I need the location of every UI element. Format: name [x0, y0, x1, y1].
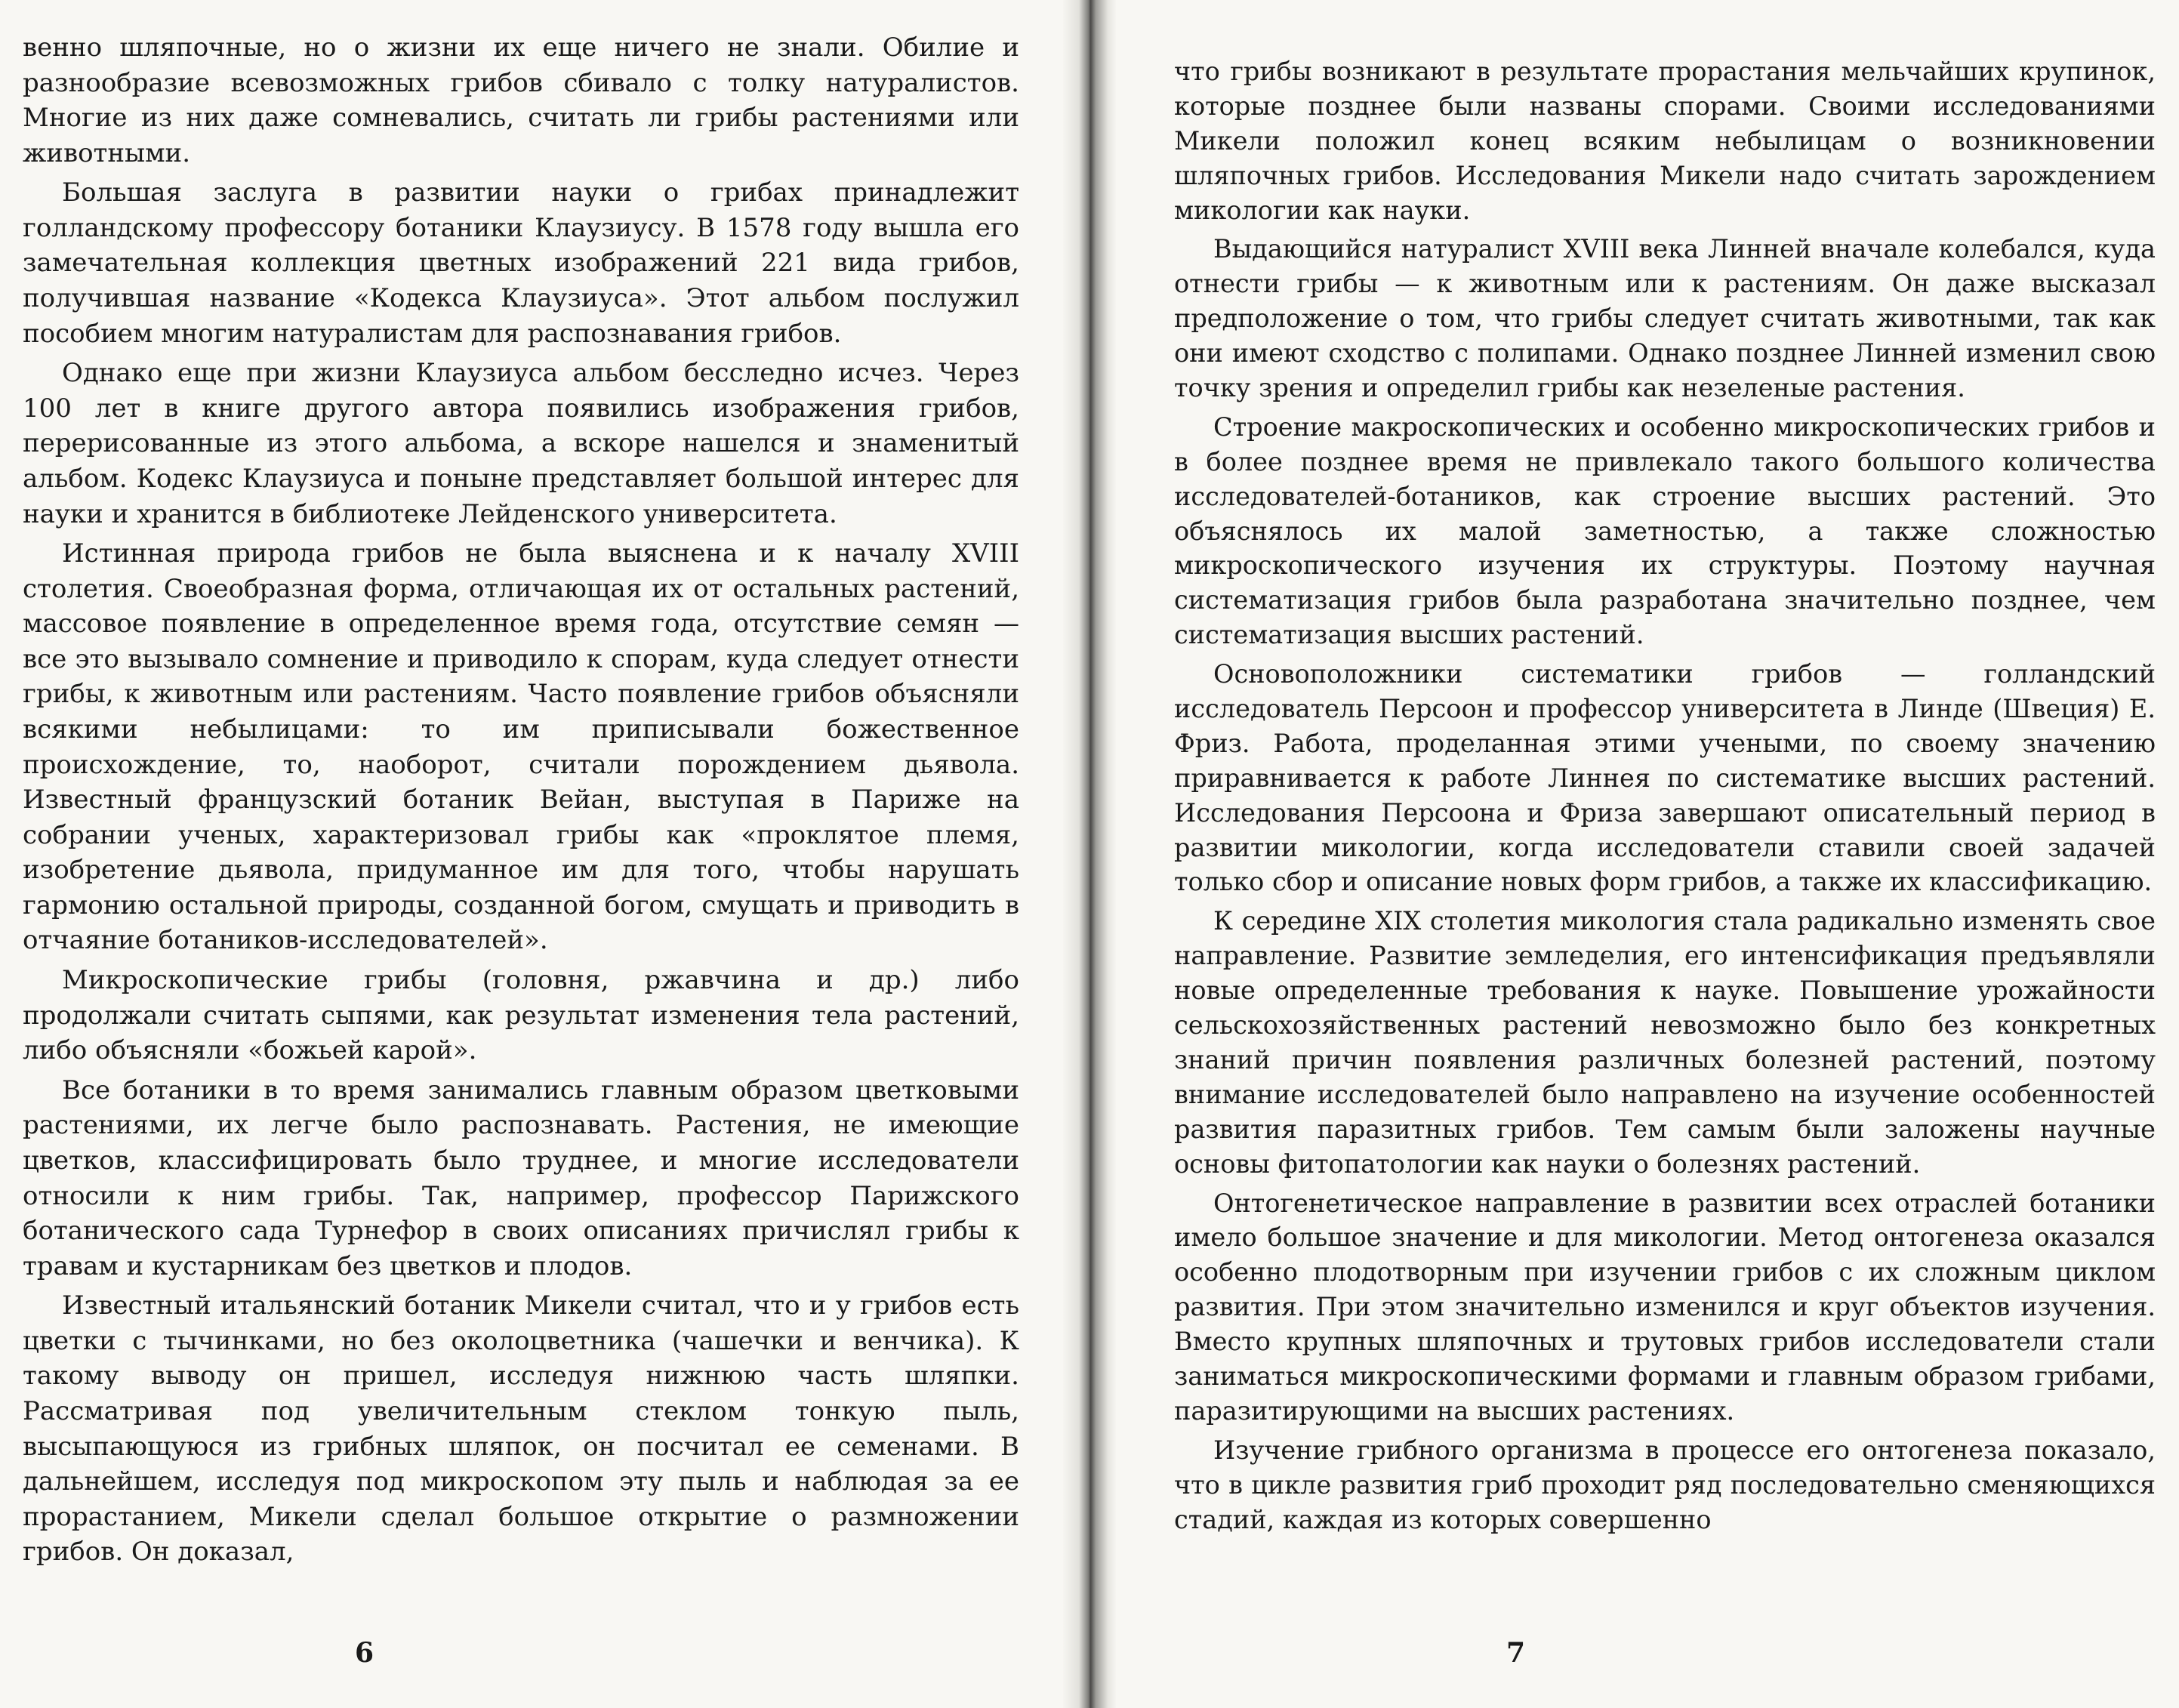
paragraph: Истинная природа грибов не была выяснена и к началу XVIII столетия. Своеобразная форма, отличающая их от остальных растений, массовое появление в определенное время года, отсутствие семян — все это вызывало сомнение и приводило к спорам, куда следует отнести грибы, к животным или растениям. Часто появление грибов объясняли всякими небылицами: то им приписывали божественное происхождение, то, наоборот, считали порождением дьявола. Известный французский ботаник Вейан, выступая в Париже на собрании ученых, характеризовал грибы как «проклятое племя, изобретение дьявола, придуманное им для того, чтобы нарушать гармонию остальной природы, созданной богом, смущать и приводить в отчаяние ботаников-исследователей».	[23, 538, 1019, 956]
paragraph: Выдающийся натуралист XVIII века Линней вначале колебался, куда отнести грибы — к животным или к растениям. Он даже высказал предположение о том, что грибы следует считать животными, так как они имеют сходство с полипами. Однако позднее Линней изменил свою точку зрения и определил грибы как незеленые растения.	[1174, 234, 2156, 403]
paragraph: Онтогенетическое направление в развитии всех отраслей ботаники имело большое значение и для микологии. Метод онтогенеза оказался особенно плодотворным при изучении грибов с их сложным циклом развития. При этом значительно изменился и круг объектов изучения. Вместо крупных шляпочных и трутовых грибов исследователи стали заниматься микроскопическими формами и главным образом грибами, паразитирующими на высших растениях.	[1174, 1188, 2156, 1426]
paragraph: Однако еще при жизни Клаузиуса альбом бесследно исчез. Через 100 лет в книге другого автора появились изображения грибов, перерисованные из этого альбома, а вскоре нашелся и знаменитый альбом. Кодекс Клаузиуса и поныне представляет большой интерес для науки и хранится в библиотеке Лейденского университета.	[23, 358, 1019, 529]
paragraph: что грибы возникают в результате прорастания мельчайших крупинок, которые позднее были названы спорами. Своими исследованиями Микели положил конец всяким небылицам о возникновении шляпочных грибов. Исследования Микели надо считать зарождением микологии как науки.	[1174, 57, 2156, 225]
paragraph: Известный итальянский ботаник Микели считал, что и у грибов есть цветки с тычинками, но без околоцветника (чашечки и венчика). К такому выводу он пришел, исследуя нижнюю часть шляпки. Рассматривая под увеличительным стеклом тонкую пыль, высыпающуюся из грибных шляпок, он посчитал ее семенами. В дальнейшем, исследуя под микроскопом эту пыль и наблюдая за ее прорастанием, Микели сделал большое открытие о размножении грибов. Он доказал,	[23, 1290, 1019, 1568]
paragraph: Микроскопические грибы (головня, ржавчина и др.) либо продолжали считать сыпями, как результат изменения тела растений, либо объясняли «божьей карой».	[23, 965, 1019, 1066]
left-page	[23, 0, 1019, 1708]
paragraph: К середине XIX столетия микология стала радикально изменять свое направление. Развитие земледелия, его интенсификация предъявляли новые определенные требования к науке. Повышение урожайности сельскохозяйственных растений невозможно было без конкретных знаний причин появления различных болезней растений, поэтому внимание исследователей было направлено на изучение особенностей развития паразитных грибов. Тем самым были заложены научные основы фитопатологии как науки о болезнях растений.	[1174, 906, 2156, 1179]
paragraph: Строение макроскопических и особенно микроскопических грибов и в более позднее время не привлекало такого большого количества исследователей-ботаников, как строение высших растений. Это объяснялось их малой заметностью, а также сложностью микроскопического изучения их структуры. Поэтому научная систематизация грибов была разработана значительно позднее, чем систематизация высших растений.	[1174, 412, 2156, 650]
page-number: 7	[1506, 1637, 1526, 1669]
left-page-text	[23, 30, 1019, 1574]
paragraph: Все ботаники в то время занимались главным образом цветковыми растениями, их легче было распознавать. Растения, не имеющие цветков, классифицировать было труднее, и многие исследователи относили к ним грибы. Так, например, профессор Парижского ботанического сада Турнефор в своих описаниях причислял грибы к травам и кустарникам без цветков и плодов.	[23, 1074, 1019, 1281]
paragraph: Основоположники систематики грибов — голландский исследователь Персоон и профессор университета в Линде (Швеция) Е. Фриз. Работа, проделанная этими учеными, по своему значению приравнивается к работе Линнея по систематике высших растений. Исследования Персоона и Фриза завершают описательный период в развитии микологии, когда исследователи ставили своей задачей только сбор и описание новых форм грибов, а также их классификацию.	[1174, 659, 2156, 897]
page-number: 6	[355, 1637, 374, 1669]
right-page	[1174, 0, 2156, 1708]
book-gutter	[1063, 0, 1116, 1708]
right-page-text	[1174, 54, 2156, 1541]
paragraph: венно шляпочные, но о жизни их еще ничего не знали. Обилие и разнообразие всевозможных грибов сбивало с толку натуралистов. Многие из них даже сомневались, считать ли грибы растениями или животными.	[23, 32, 1019, 168]
paragraph: Большая заслуга в развитии науки о грибах принадлежит голландскому профессору ботаники Клаузиусу. В 1578 году вышла его замечательная коллекция цветных изображений 221 вида грибов, получившая название «Кодекса Клаузиуса». Этот альбом послужил пособием многим натуралистам для распознавания грибов.	[23, 177, 1019, 349]
paragraph: Изучение грибного организма в процессе его онтогенеза показало, что в цикле развития гриб проходит ряд последовательно сменяющихся стадий, каждая из которых совершенно	[1174, 1435, 2156, 1534]
